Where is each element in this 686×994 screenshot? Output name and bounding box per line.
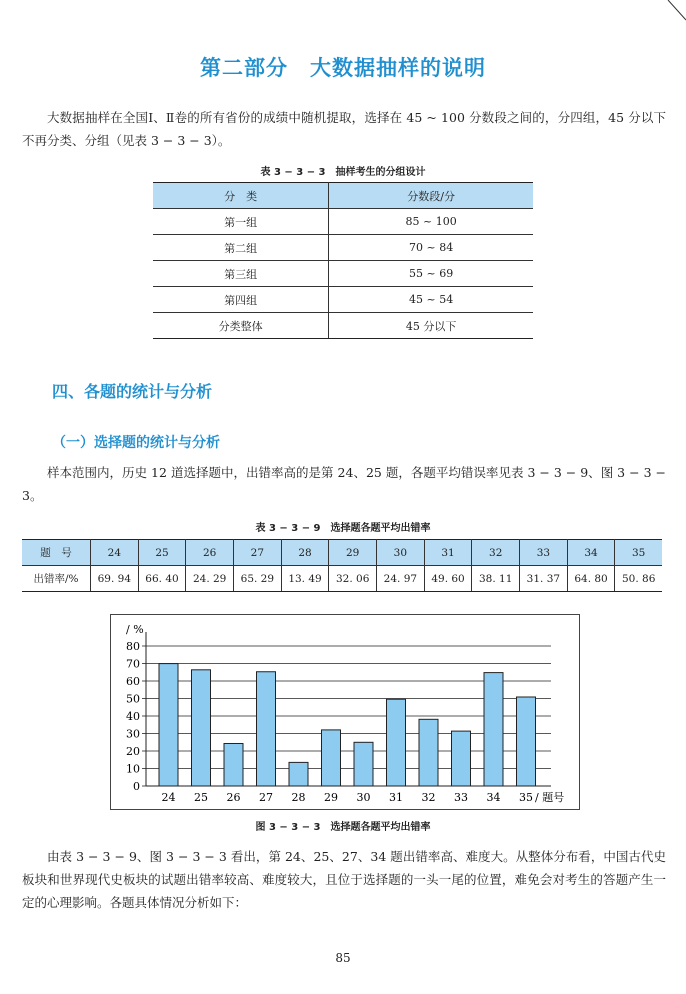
y-tick-label: 70 [126,657,140,671]
table-cell: 69. 94 [91,566,139,592]
bar [419,719,438,786]
table-cell: 50. 86 [615,566,662,592]
intro-paragraph [22,106,666,152]
error-rate-chart [110,614,580,810]
table-cell: 第一组 [153,209,329,235]
table-header-cell: 28 [281,540,329,566]
y-axis-label: / % [126,623,144,636]
y-tick-label: 60 [126,675,140,688]
x-tick-label: 35 [519,791,533,804]
subsection-heading: （一）选择题的统计与分析 [52,435,220,451]
table-header-cell: 31 [424,540,472,566]
table-cell: 65. 29 [234,566,282,592]
bar [289,762,308,786]
bar [387,699,406,786]
table1-caption: 表 3 − 3 − 3 抽样考生的分组设计 [260,167,426,178]
y-tick-label: 30 [126,727,140,741]
subsection-text: 样本范围内，历史 12 道选择题中，出错率高的是第 24、25 题，各题平均错误率见表 3 − 3 − 9、图 3 − 3 − 3。 [22,465,666,503]
table-header-cell: 分数段/分 [329,183,533,209]
table-cell: 32. 06 [329,566,377,592]
table-cell: 第三组 [153,261,329,287]
x-tick-label: 32 [421,791,436,804]
table-header-cell: 29 [329,540,377,566]
y-tick-label: 0 [133,780,140,793]
page-title: 第二部分 大数据抽样的说明 [200,56,486,80]
table-header-cell: 25 [138,540,186,566]
table-cell: 70 ~ 84 [329,235,533,261]
subsection-paragraph [22,461,666,507]
x-tick-label: 34 [486,791,501,804]
table-header-cell: 30 [377,540,425,566]
table-row [153,287,533,313]
table-header-cell: 题 号 [22,540,91,566]
bar [484,673,503,786]
bar [322,730,341,786]
bar [192,670,211,786]
intro-text: 大数据抽样在全国Ⅰ、Ⅱ卷的所有省份的成绩中随机提取，选择在 45 ~ 100 分数段之间的，分四组，45 分以下不再分类、分组（见表 3 − 3 − 3）。 [22,110,666,148]
table-cell: 分类整体 [153,313,329,339]
bar [517,697,536,786]
table-cell: 24. 97 [377,566,425,592]
bar [354,742,373,786]
x-tick-label: 28 [291,791,306,804]
corner-decoration [646,0,686,22]
conclusion-text: 由表 3 − 3 − 9、图 3 − 3 − 3 看出，第 24、25、27、34 题出错率高、难度大。从整体分布看，中国古代史板块和世界现代史板块的试题出错率较高、难度较大，且位于选择题的一头一尾的位置，难免会对考生的答题产生一定的心理影响。各题具体情况分析如下： [22,849,666,910]
table-cell: 55 ~ 69 [329,261,533,287]
y-tick-label: 10 [126,762,140,776]
table-header-cell: 34 [567,540,615,566]
table-header-cell: 24 [91,540,139,566]
table-cell: 85 ~ 100 [329,209,533,235]
table-row [153,261,533,287]
table-cell: 38. 11 [472,566,520,592]
y-tick-label: 20 [126,745,140,758]
table-cell: 第二组 [153,235,329,261]
grouping-table [153,182,533,339]
y-tick-label: 40 [126,710,140,723]
x-tick-label: 33 [454,791,468,804]
table-cell: 31. 37 [520,566,568,592]
page-number: 85 [335,951,351,965]
table-row [153,235,533,261]
table-cell: 13. 49 [281,566,329,592]
bar [257,672,276,786]
table-header-row [153,183,533,209]
bar [224,743,243,786]
table-header-cell: 33 [520,540,568,566]
table-header-row [22,540,662,566]
table-header-cell: 分 类 [153,183,329,209]
error-rate-table [22,539,662,592]
y-tick-label: 80 [126,640,140,653]
table-row [22,566,662,592]
bar [452,731,471,786]
x-tick-label: 27 [259,791,273,804]
table-header-cell: 32 [472,540,520,566]
table-row [153,313,533,339]
x-tick-label: 30 [356,791,371,804]
table-cell: 24. 29 [186,566,234,592]
x-axis-label: / 题号 [535,791,565,804]
table-cell: 45 分以下 [329,313,533,339]
table-cell: 64. 80 [567,566,615,592]
conclusion-paragraph [22,845,666,914]
table-header-cell: 26 [186,540,234,566]
table-header-cell: 27 [234,540,282,566]
table-cell: 45 ~ 54 [329,287,533,313]
bar [159,664,178,786]
table-header-cell: 35 [615,540,662,566]
table-cell: 66. 40 [138,566,186,592]
table-cell: 第四组 [153,287,329,313]
bar-chart-svg [111,615,579,809]
y-tick-label: 50 [126,692,140,706]
x-tick-label: 31 [389,791,403,804]
x-tick-label: 24 [161,791,176,804]
x-tick-label: 26 [226,791,241,804]
table-cell: 出错率/% [22,566,91,592]
section-heading: 四、各题的统计与分析 [52,382,213,401]
x-tick-label: 29 [324,791,338,804]
chart-caption: 图 3 − 3 − 3 选择题各题平均出错率 [255,822,431,833]
table-row [153,209,533,235]
table-cell: 49. 60 [424,566,472,592]
table2-caption: 表 3 − 3 − 9 选择题各题平均出错率 [255,523,431,534]
x-tick-label: 25 [194,791,208,804]
